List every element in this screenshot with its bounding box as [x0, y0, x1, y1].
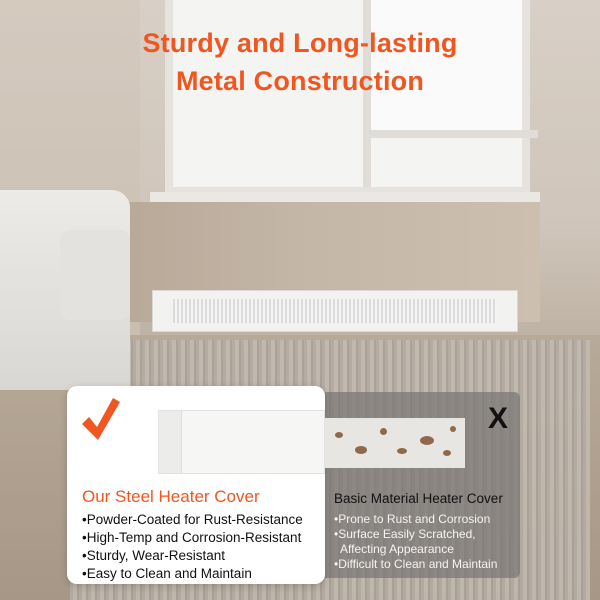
heater-grille	[173, 299, 497, 323]
rust-spot	[335, 432, 343, 438]
rusted-heater-cover-sample	[325, 418, 465, 468]
headline	[0, 24, 600, 100]
steel-cover-title: Our Steel Heater Cover	[82, 487, 260, 506]
window-sill	[150, 192, 540, 202]
rust-spot	[397, 448, 407, 454]
x-mark-icon: X	[488, 402, 509, 435]
headline-line-2: Metal Construction	[175, 66, 425, 96]
rust-spot	[450, 426, 456, 432]
check-mark-icon	[80, 396, 120, 442]
rust-spot	[380, 428, 387, 435]
list-item: Affecting Appearance	[340, 542, 454, 556]
sofa	[0, 190, 130, 390]
list-item: •Difficult to Clean and Maintain	[334, 557, 498, 571]
list-item: •Surface Easily Scratched,	[334, 527, 476, 541]
basic-cover-drawbacks	[334, 512, 497, 572]
steel-cover-features	[82, 511, 303, 583]
list-item: •Powder-Coated for Rust-Resistance	[82, 512, 303, 527]
list-item: •Easy to Clean and Maintain	[82, 566, 252, 581]
cover-endcap	[159, 411, 182, 473]
list-item: •High-Temp and Corrosion-Resistant	[82, 530, 302, 545]
steel-heater-cover-sample	[158, 410, 325, 474]
list-item: •Prone to Rust and Corrosion	[334, 512, 491, 526]
list-item: •Sturdy, Wear-Resistant	[82, 548, 226, 563]
rust-spot	[420, 436, 434, 445]
rust-spot	[355, 446, 367, 454]
rust-spot	[443, 450, 451, 456]
headline-line-1: Sturdy and Long-lasting	[142, 28, 458, 58]
window-transom	[363, 130, 538, 138]
basic-cover-title: Basic Material Heater Cover	[334, 491, 503, 506]
sofa-cushion	[60, 230, 130, 320]
baseboard-heater-cover	[152, 290, 518, 332]
